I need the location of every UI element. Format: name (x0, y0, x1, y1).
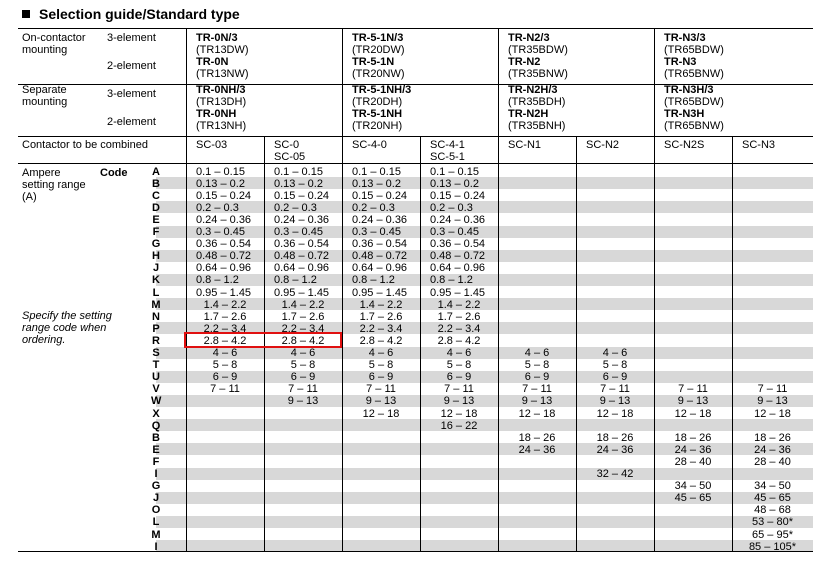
element-label: 2-element (107, 116, 156, 128)
range-value: 0.3 – 0.45 (274, 226, 323, 238)
range-value: 0.1 – 0.15 (430, 165, 479, 178)
range-value: 0.95 – 1.45 (274, 286, 330, 299)
range-value: 12 – 18 (518, 407, 556, 420)
model-code: (TR65BNW) (664, 120, 724, 132)
range-value: 9 – 13 (287, 395, 319, 408)
range-value: 85 – 105* (748, 540, 797, 553)
model-code: (TR20NH) (352, 120, 403, 132)
range-value: 0.36 – 0.54 (196, 238, 252, 251)
range-value: 0.64 – 0.96 (196, 262, 252, 275)
range-value: 48 – 68 (754, 504, 791, 517)
range-value: 18 – 26 (674, 431, 712, 444)
range-value: 5 – 8 (290, 359, 316, 372)
range-value: 2.2 – 3.4 (203, 322, 247, 335)
range-value: 1.4 – 2.2 (359, 298, 403, 311)
range-value: 0.95 – 1.45 (352, 286, 408, 299)
range-value: 4 – 6 (446, 347, 472, 359)
range-label: setting range (22, 179, 86, 191)
range-value: 0.64 – 0.96 (430, 262, 486, 275)
range-code: G (151, 238, 161, 251)
range-value: 0.2 – 0.3 (352, 201, 395, 214)
range-value: 65 – 95* (752, 528, 793, 541)
model-code: (TR13NH) (196, 120, 247, 132)
range-value: 24 – 36 (754, 443, 791, 456)
table-rule (18, 28, 813, 29)
contactor-name: SC-0 (274, 139, 300, 151)
range-value: 2.8 – 4.2 (281, 334, 325, 347)
contactor-name: SC-N2 (586, 139, 620, 151)
range-code: R (152, 334, 160, 347)
range-code: A (152, 165, 160, 178)
model-code: (TR35BDW) (508, 44, 568, 56)
range-value: 4 – 6 (524, 347, 550, 359)
model-name: TR-N2 (508, 56, 541, 68)
row-stripe (156, 468, 813, 480)
mounting-label: Separate (22, 84, 67, 96)
range-code: I (154, 468, 158, 480)
model-name: TR-0NH (196, 108, 237, 120)
range-value: 4 – 6 (290, 347, 316, 359)
range-value: 6 – 9 (368, 371, 394, 384)
model-name: TR-N2H (508, 108, 549, 120)
model-name: TR-N3H (664, 108, 705, 120)
model-code: (TR13DW) (196, 44, 249, 56)
range-value: 1.7 – 2.6 (281, 310, 325, 323)
range-label: Ampere (22, 167, 61, 179)
range-value: 0.8 – 1.2 (196, 274, 239, 287)
ordering-note: Specify the setting (22, 310, 112, 322)
model-name: TR-N2/3 (508, 32, 550, 44)
range-value: 12 – 18 (362, 407, 400, 420)
range-code: H (152, 250, 160, 263)
range-value: 0.1 – 0.15 (352, 165, 401, 178)
model-code: (TR65BNW) (664, 68, 724, 80)
row-stripe (156, 201, 813, 213)
element-label: 2-element (107, 60, 156, 72)
range-value: 1.7 – 2.6 (203, 310, 247, 323)
range-code: N (152, 310, 160, 323)
element-label: 3-element (107, 88, 156, 100)
range-value: 24 – 36 (518, 443, 556, 456)
range-value: 4 – 6 (368, 347, 394, 359)
range-value: 1.4 – 2.2 (203, 298, 247, 311)
range-value: 1.4 – 2.2 (281, 298, 325, 311)
range-code: U (152, 371, 160, 384)
range-label: (A) (22, 191, 37, 203)
range-value: 53 – 80* (752, 516, 793, 529)
range-code: L (152, 286, 160, 299)
model-code: (TR20DW) (352, 44, 405, 56)
range-value: 24 – 36 (596, 443, 634, 456)
model-code: (TR35BDH) (508, 96, 566, 108)
range-value: 0.24 – 0.36 (274, 213, 330, 226)
range-value: 28 – 40 (674, 455, 712, 468)
model-name: TR-0N/3 (196, 32, 238, 44)
range-value: 0.15 – 0.24 (196, 189, 252, 202)
range-value: 5 – 8 (524, 359, 550, 372)
contactor-name: SC-03 (196, 139, 228, 151)
ordering-note: ordering. (22, 334, 66, 346)
range-value: 0.13 – 0.2 (196, 177, 245, 190)
range-value: 0.95 – 1.45 (196, 286, 252, 299)
range-code: M (151, 298, 161, 311)
range-value: 9 – 13 (365, 395, 397, 408)
code-header: Code (100, 167, 128, 179)
range-value: 6 – 9 (212, 371, 238, 384)
column-rule (732, 136, 733, 551)
element-label: 3-element (107, 32, 156, 44)
range-code: F (152, 226, 160, 238)
range-value: 0.8 – 1.2 (430, 274, 473, 287)
range-code: G (151, 480, 161, 493)
model-code: (TR20NW) (352, 68, 405, 80)
range-value: 1.4 – 2.2 (437, 298, 481, 311)
range-value: 0.24 – 0.36 (430, 213, 486, 226)
range-value: 7 – 11 (757, 383, 788, 396)
range-value: 6 – 9 (446, 371, 472, 384)
range-value: 2.2 – 3.4 (359, 322, 403, 335)
range-value: 5 – 8 (602, 359, 628, 372)
range-value: 7 – 11 (366, 383, 396, 396)
range-value: 0.2 – 0.3 (430, 201, 473, 214)
table-rule (18, 163, 813, 164)
range-value: 9 – 13 (757, 395, 788, 408)
range-value: 4 – 6 (212, 347, 238, 359)
mounting-label: mounting (22, 44, 68, 56)
range-code: E (152, 443, 160, 456)
range-value: 0.13 – 0.2 (352, 177, 401, 190)
range-code: M (151, 528, 161, 541)
contactor-label: Contactor to be combined (22, 139, 148, 151)
column-rule (420, 136, 421, 551)
range-value: 9 – 13 (443, 395, 475, 408)
range-value: 5 – 8 (446, 359, 472, 372)
range-value: 1.7 – 2.6 (359, 310, 403, 323)
ordering-note: range code when (22, 322, 107, 334)
range-value: 0.64 – 0.96 (274, 262, 330, 275)
range-value: 0.64 – 0.96 (352, 262, 408, 275)
range-code: S (152, 347, 160, 359)
square-bullet-icon (22, 10, 30, 18)
range-value: 2.8 – 4.2 (359, 334, 403, 347)
range-value: 6 – 9 (602, 371, 628, 384)
range-value: 45 – 65 (674, 492, 712, 505)
model-name: TR-5-1NH (352, 108, 403, 120)
range-value: 32 – 42 (596, 468, 634, 480)
mounting-label: On-contactor (22, 32, 86, 44)
row-stripe (156, 177, 813, 189)
range-value: 5 – 8 (212, 359, 238, 372)
model-code: (TR13NW) (196, 68, 249, 80)
range-value: 34 – 50 (754, 480, 791, 493)
row-stripe (156, 516, 813, 528)
range-value: 18 – 26 (596, 431, 634, 444)
range-value: 0.2 – 0.3 (274, 201, 317, 214)
range-code: T (152, 359, 160, 372)
page-title (22, 6, 240, 22)
row-stripe (156, 274, 813, 286)
model-code: (TR65BDW) (664, 96, 724, 108)
range-value: 0.3 – 0.45 (430, 226, 479, 238)
table-rule (18, 136, 813, 137)
range-code: J (152, 492, 160, 505)
range-code: B (152, 431, 160, 444)
range-code: O (151, 504, 161, 517)
range-value: 34 – 50 (674, 480, 712, 493)
range-code: I (154, 540, 158, 553)
table-rule (18, 551, 813, 552)
range-code: Q (151, 419, 161, 432)
range-value: 0.13 – 0.2 (430, 177, 479, 190)
range-value: 7 – 11 (288, 383, 318, 396)
contactor-name: SC-4-1 (430, 139, 465, 151)
range-code: J (152, 262, 160, 275)
range-value: 28 – 40 (754, 455, 791, 468)
range-value: 0.15 – 0.24 (430, 189, 486, 202)
range-value: 24 – 36 (674, 443, 712, 456)
range-value: 0.36 – 0.54 (274, 238, 330, 251)
range-value: 0.1 – 0.15 (274, 165, 323, 178)
range-value: 5 – 8 (368, 359, 394, 372)
model-code: (TR35BNW) (508, 68, 568, 80)
row-stripe (156, 226, 813, 238)
range-value: 12 – 18 (674, 407, 712, 420)
range-value: 0.36 – 0.54 (430, 238, 486, 251)
title-text: Selection guide/Standard type (39, 6, 240, 22)
range-code: B (152, 177, 160, 190)
model-name: TR-N3/3 (664, 32, 706, 44)
range-value: 4 – 6 (602, 347, 628, 359)
model-name: TR-N3H/3 (664, 84, 714, 96)
model-name: TR-5-1N (352, 56, 395, 68)
range-value: 0.13 – 0.2 (274, 177, 323, 190)
range-code: V (152, 383, 160, 396)
range-value: 2.8 – 4.2 (203, 334, 247, 347)
model-code: (TR65BDW) (664, 44, 724, 56)
contactor-name: SC-4-0 (352, 139, 387, 151)
range-value: 45 – 65 (754, 492, 791, 505)
column-rule (654, 136, 655, 551)
range-value: 7 – 11 (678, 383, 708, 396)
contactor-name: SC-05 (274, 151, 306, 163)
range-value: 7 – 11 (444, 383, 474, 396)
range-value: 9 – 13 (521, 395, 553, 408)
contactor-name: SC-N1 (508, 139, 542, 151)
contactor-name: SC-N2S (664, 139, 705, 151)
range-value: 0.36 – 0.54 (352, 238, 408, 251)
range-value: 7 – 11 (600, 383, 630, 396)
model-name: TR-N3 (664, 56, 697, 68)
range-value: 18 – 26 (518, 431, 556, 444)
model-name: TR-0N (196, 56, 229, 68)
mounting-label: mounting (22, 96, 68, 108)
model-name: TR-5-1N/3 (352, 32, 404, 44)
range-value: 16 – 22 (440, 419, 478, 432)
range-code: W (151, 395, 162, 408)
range-value: 9 – 13 (599, 395, 631, 408)
range-value: 0.15 – 0.24 (274, 189, 330, 202)
range-value: 0.8 – 1.2 (274, 274, 317, 287)
selection-table (18, 28, 813, 552)
range-code: C (152, 189, 160, 202)
column-rule (342, 136, 343, 551)
model-code: (TR20DH) (352, 96, 403, 108)
range-value: 18 – 26 (754, 431, 791, 444)
range-value: 0.8 – 1.2 (352, 274, 395, 287)
model-code: (TR35BNH) (508, 120, 566, 132)
range-value: 12 – 18 (754, 407, 791, 420)
range-value: 9 – 13 (677, 395, 709, 408)
range-value: 0.48 – 0.72 (196, 250, 252, 263)
range-value: 12 – 18 (440, 407, 478, 420)
range-value: 0.1 – 0.15 (196, 165, 245, 178)
column-rule (576, 136, 577, 551)
model-code: (TR13DH) (196, 96, 247, 108)
range-value: 0.15 – 0.24 (352, 189, 408, 202)
range-value: 0.48 – 0.72 (352, 250, 408, 263)
range-value: 0.95 – 1.45 (430, 286, 486, 299)
range-value: 7 – 11 (210, 383, 240, 396)
column-rule (498, 136, 499, 551)
range-value: 12 – 18 (596, 407, 634, 420)
range-code: X (152, 407, 160, 420)
range-value: 0.24 – 0.36 (196, 213, 252, 226)
highlight-box (184, 332, 342, 348)
range-value: 2.2 – 3.4 (437, 322, 481, 335)
contactor-name: SC-N3 (742, 139, 776, 151)
range-value: 0.2 – 0.3 (196, 201, 239, 214)
range-value: 0.48 – 0.72 (274, 250, 330, 263)
range-value: 0.24 – 0.36 (352, 213, 408, 226)
model-name: TR-0NH/3 (196, 84, 246, 96)
range-value: 1.7 – 2.6 (437, 310, 481, 323)
range-value: 2.8 – 4.2 (437, 334, 481, 347)
range-code: F (152, 455, 160, 468)
model-name: TR-5-1NH/3 (352, 84, 412, 96)
range-value: 6 – 9 (290, 371, 316, 384)
range-value: 0.3 – 0.45 (352, 226, 401, 238)
range-code: K (152, 274, 160, 287)
range-value: 0.3 – 0.45 (196, 226, 245, 238)
range-value: 7 – 11 (522, 383, 552, 396)
range-code: P (152, 322, 160, 335)
range-code: D (152, 201, 160, 214)
range-code: E (152, 213, 160, 226)
range-code: L (152, 516, 160, 529)
range-value: 0.48 – 0.72 (430, 250, 486, 263)
contactor-name: SC-5-1 (430, 151, 465, 163)
model-name: TR-N2H/3 (508, 84, 558, 96)
range-value: 2.2 – 3.4 (281, 322, 325, 335)
range-value: 6 – 9 (524, 371, 550, 384)
